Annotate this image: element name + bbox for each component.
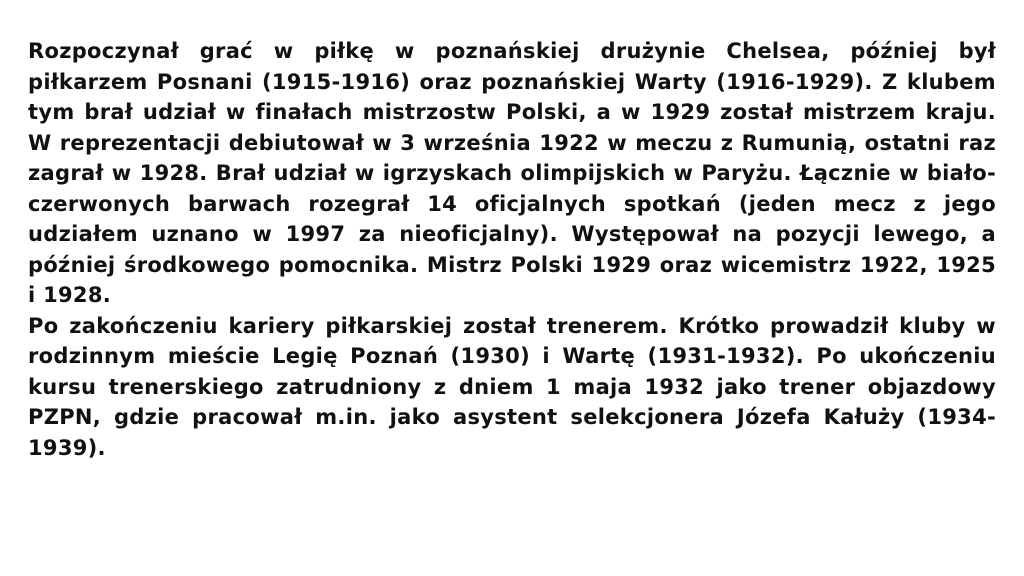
paragraph-career: Rozpoczynał grać w piłkę w poznańskiej drużynie Chelsea, później był piłkarzem Posnani (1915-1916) oraz poznańskiej Warty (1916-1929). Z klubem tym brał udział w finałach mistrzostw Polski, a w 1929 został mistrzem kraju. W reprezentacji debiutował w 3 września 1922 w meczu z Rumunią, ostatni raz zagrał w 1928. Brał udział w igrzyskach olimpijskich w Paryżu. Łącznie w biało-czerwonych barwach rozegrał 14 oficjalnych spotkań (jeden mecz z jego udziałem uznano w 1997 za nieoficjalny). Występował na pozycji lewego, a później środkowego pomocnika. Mistrz Polski 1929 oraz wicemistrz 1922, 1925 i 1928. — [28, 39, 996, 307]
paragraph-coaching: Po zakończeniu kariery piłkarskiej został trenerem. Krótko prowadził kluby w rodzinnym mieście Legię Poznań (1930) i Wartę (1931-1932). Po ukończeniu kursu trenerskiego zatrudniony z dniem 1 maja 1932 jako trener objazdowy PZPN, gdzie pracował m.in. jako asystent selekcjonera Józefa Kałuży (1934-1939). — [28, 313, 996, 460]
document-body — [28, 36, 996, 463]
